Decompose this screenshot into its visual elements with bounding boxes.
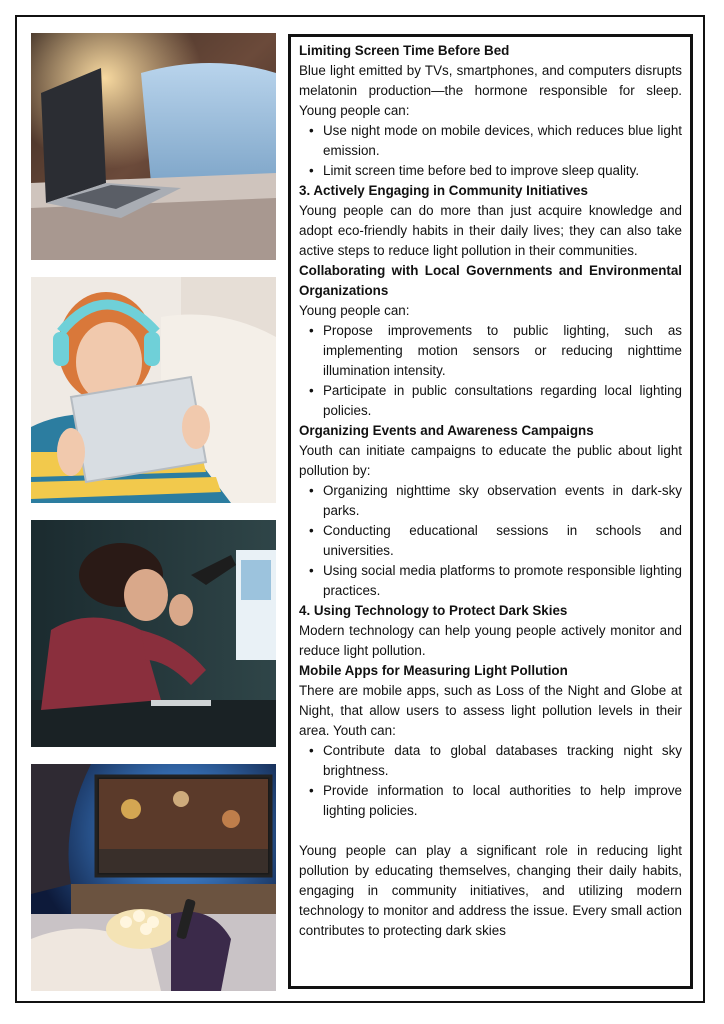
screen-time-intro: Blue light emitted by TVs, smartphones, and computers disrupts melatonin production—the hormone responsible for sleep. Young people can:	[299, 63, 682, 118]
list-item: • Propose improvements to public lighting, such as implementing motion sensors or reducing nighttime illumination intensity.	[323, 321, 682, 381]
technology-intro: Modern technology can help young people actively monitor and reduce light pollution.	[299, 623, 682, 658]
apps-list	[299, 741, 682, 821]
laptop-on-bed-photo	[31, 33, 276, 260]
watching-tv-popcorn-photo	[31, 764, 276, 991]
list-item: • Provide information to local authorities to help improve lighting policies.	[323, 781, 682, 821]
community-heading: 3. Actively Engaging in Community Initiatives	[299, 183, 588, 198]
collaborating-heading: Collaborating with Local Governments and Environmental Organizations	[299, 263, 682, 298]
article-text-box	[288, 34, 693, 989]
screen-time-heading: Limiting Screen Time Before Bed	[299, 43, 510, 58]
girl-with-tablet-photo	[31, 277, 276, 503]
spacer	[299, 821, 682, 841]
collaborating-intro: Young people can:	[299, 303, 410, 318]
events-heading: Organizing Events and Awareness Campaigns	[299, 423, 594, 438]
list-item: • Conducting educational sessions in schools and universities.	[323, 521, 682, 561]
technology-heading: 4. Using Technology to Protect Dark Skies	[299, 603, 568, 618]
list-item: • Contribute data to global databases tracking night sky brightness.	[323, 741, 682, 781]
woman-at-night-computer-photo	[31, 520, 276, 747]
list-item: • Organizing nighttime sky observation events in dark-sky parks.	[323, 481, 682, 521]
list-item: • Participate in public consultations regarding local lighting policies.	[323, 381, 682, 421]
list-item: • Use night mode on mobile devices, which reduces blue light emission.	[323, 121, 682, 161]
conclusion-paragraph: Young people can play a significant role in reducing light pollution by educating themselves, changing their daily habits, engaging in community initiatives, and utilizing modern technology to monitor and address the issue. Every small action contributes to protecting dark skies	[299, 843, 682, 938]
events-list	[299, 481, 682, 601]
events-intro: Youth can initiate campaigns to educate the public about light pollution by:	[299, 443, 682, 478]
list-item: • Limit screen time before bed to improve sleep quality.	[323, 161, 682, 181]
community-intro: Young people can do more than just acquire knowledge and adopt eco-friendly habits in their daily lives; they can also take active steps to reduce light pollution in their communities.	[299, 203, 682, 258]
screen-time-list	[299, 121, 682, 181]
collaborating-list	[299, 321, 682, 421]
apps-intro: There are mobile apps, such as Loss of the Night and Globe at Night, that allow users to assess light pollution levels in their area. Youth can:	[299, 683, 682, 738]
apps-heading: Mobile Apps for Measuring Light Pollution	[299, 663, 568, 678]
list-item: • Using social media platforms to promote responsible lighting practices.	[323, 561, 682, 601]
